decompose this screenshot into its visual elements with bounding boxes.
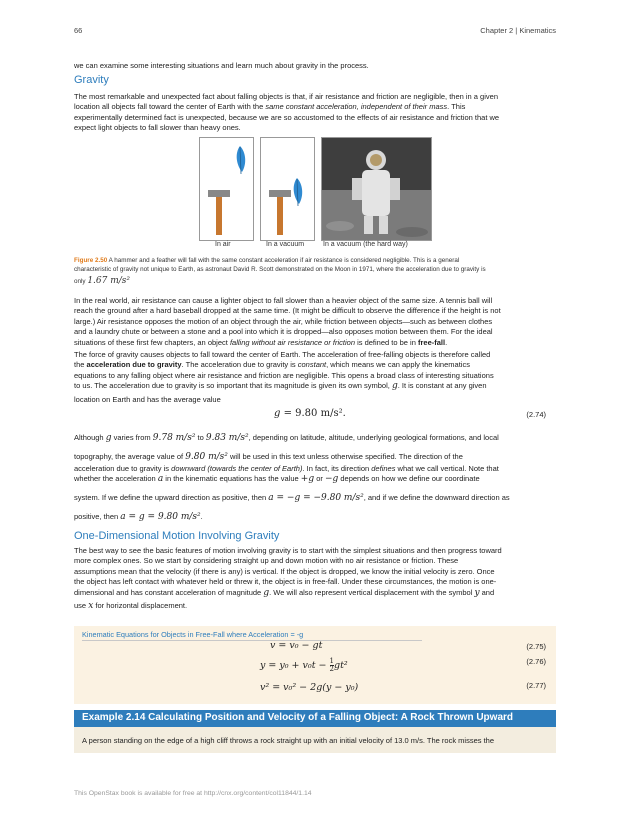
text-line: assumptions mean that the velocity (if there is any) is vertical. If the object is dropped, we know the initial velocity is zero. Once [74, 566, 495, 576]
equation-number: (2.77) [526, 681, 546, 690]
text-line: situations of these first few chapters, an object falling without air resistance or friction is defined to be in free-fall. [74, 337, 448, 347]
example-header [74, 710, 556, 727]
text-line: large.) Air resistance opposes the motion of an object through the air, while friction between objects—such as between clothes [74, 316, 493, 326]
text-line: to us. The acceleration due to gravity is so important that its magnitude is given its own symbol, g. It is constant at any given [74, 381, 487, 392]
astronaut-on-moon-photo [322, 138, 431, 240]
text-line: The force of gravity causes objects to fall toward the center of Earth. The acceleration of free-falling objects is therefore called [74, 350, 491, 359]
text-line: The most remarkable and unexpected fact about falling objects is that, if air resistance and friction are negligible, then in a given [74, 92, 498, 101]
panel-label-moon: In a vacuum (the hard way) [323, 241, 408, 248]
text-line: In the real world, air resistance can cause a lighter object to fall slower than a heavier object of the same size. A tennis ball will [74, 296, 493, 305]
figure-panel-air [199, 137, 254, 241]
one-dimensional-paragraph [74, 546, 556, 611]
text-line: positive, then a = g = 9.80 m/s². [74, 511, 203, 522]
gravity-paragraph [74, 92, 556, 134]
text-line: reach the ground after a hard baseball dropped at the same time. (It might be difficult to observe the difference if the height is not [74, 306, 501, 316]
text-line: location on Earth and has the average value [74, 394, 221, 404]
text-line: system. If we define the upward direction as positive, then a = −g = −9.80 m/s², and if we define the downward direction as [74, 492, 510, 503]
equation-2-76: y = y₀ + v₀t − $\frac{1}{2}$ gt² [260, 657, 348, 673]
equation-2-77: v² = v₀² − 2g(y − y₀) [260, 682, 359, 693]
example-text: A person standing on the edge of a high cliff throws a rock straight up with an initial velocity of 13.0 m/s. The rock misses the [82, 736, 495, 745]
hammer-feather-illustration [200, 138, 253, 240]
text-line: experimentally determined fact is unexpected, because we are so accustomed to the effects of air resistance and friction that we [74, 112, 500, 122]
equation-number: (2.74) [526, 410, 546, 419]
equation-number: (2.76) [526, 657, 546, 666]
text-line: acceleration due to gravity is downward (towards the center of Earth). In fact, its direction defines what we call vertical. Note that [74, 464, 499, 473]
hammer-feather-illustration [261, 138, 314, 240]
gravity-value-paragraph [74, 431, 556, 524]
text-line: and a laundry chute or between a stone and a pool into which it is dropped—also opposes motion between them. For the ideal [74, 327, 493, 337]
text-line: use x for horizontal displacement. [74, 601, 188, 612]
intro-text: we can examine some interesting situations and learn much about gravity in the process. [74, 61, 369, 70]
air-resistance-paragraph [74, 296, 556, 348]
chapter-title: Chapter 2 | Kinematics [480, 26, 556, 35]
kinematic-equations-box [74, 626, 556, 704]
page-number: 66 [74, 26, 83, 35]
footer-text: This OpenStax book is available for free at http://cnx.org/content/col11844/1.14 [74, 790, 312, 797]
divider [82, 640, 422, 641]
figure-panel-vacuum [260, 137, 315, 241]
panel-label-air: In air [215, 241, 231, 248]
text-line: equations to any falling object where air resistance and friction are negligible. This opens a broad class of interesting situations [74, 370, 494, 380]
figure-panel-moon [321, 137, 432, 241]
one-dimensional-heading: One-Dimensional Motion Involving Gravity [74, 530, 280, 542]
gravity-force-paragraph [74, 350, 556, 405]
gravity-heading: Gravity [74, 74, 109, 86]
text-line: the object has left contact with whatever held or threw it, the object is in free-fall. Under these circumstances, the motion is one- [74, 577, 497, 587]
text-line: location all objects fall toward the center of Earth with the same constant acceleration, independent of their mass. This [74, 102, 466, 112]
equation-2-75: v = v₀ − gt [270, 640, 323, 651]
panel-label-vacuum: In a vacuum [266, 241, 305, 248]
equation-number: (2.75) [526, 642, 546, 651]
text-line: whether the acceleration a in the kinematic equations has the value +g or −g depends on how we define our coordinate [74, 474, 480, 485]
text-line: more complex ones. So we start by considering straight up and down motion with no air resistance or friction. These [74, 556, 459, 566]
example-body [74, 727, 556, 753]
equation-2-74: g = 9.80 m/s². [274, 408, 346, 419]
figure-caption: Figure 2.50 A hammer and a feather will fall with the same constant acceleration if air resistance is considered negligible. This is a general characteristic of gravity not unique to Earth, as astronaut David R. Scott demonstrated on the Moon in 1971, where the acceleration due to gravity is only 1.67 m/s² [74, 257, 486, 286]
text-line: dimensional and has constant acceleration of magnitude g. We will also represent vertical displacement with the symbol y and [74, 587, 495, 598]
callout-title: Kinematic Equations for Objects in Free-Fall where Acceleration = -g [82, 630, 304, 639]
text-line: expect light objects to fall slower than heavy ones. [74, 123, 241, 133]
text-line: The best way to see the basic features of motion involving gravity is to start with the simplest situations and then progress toward [74, 546, 502, 555]
example-title: Example 2.14 Calculating Position and Velocity of a Falling Object: A Rock Thrown Upward [82, 712, 514, 723]
text-line: Although g varies from 9.78 m/s² to 9.83 m/s², depending on latitude, altitude, underlying geological formations, and local [74, 433, 499, 443]
text-line: topography, the average value of 9.80 m/s² will be used in this text unless otherwise specified. The direction of the [74, 452, 463, 462]
text-line: the acceleration due to gravity. The acceleration due to gravity is constant, which means we can apply the kinematics [74, 360, 470, 370]
